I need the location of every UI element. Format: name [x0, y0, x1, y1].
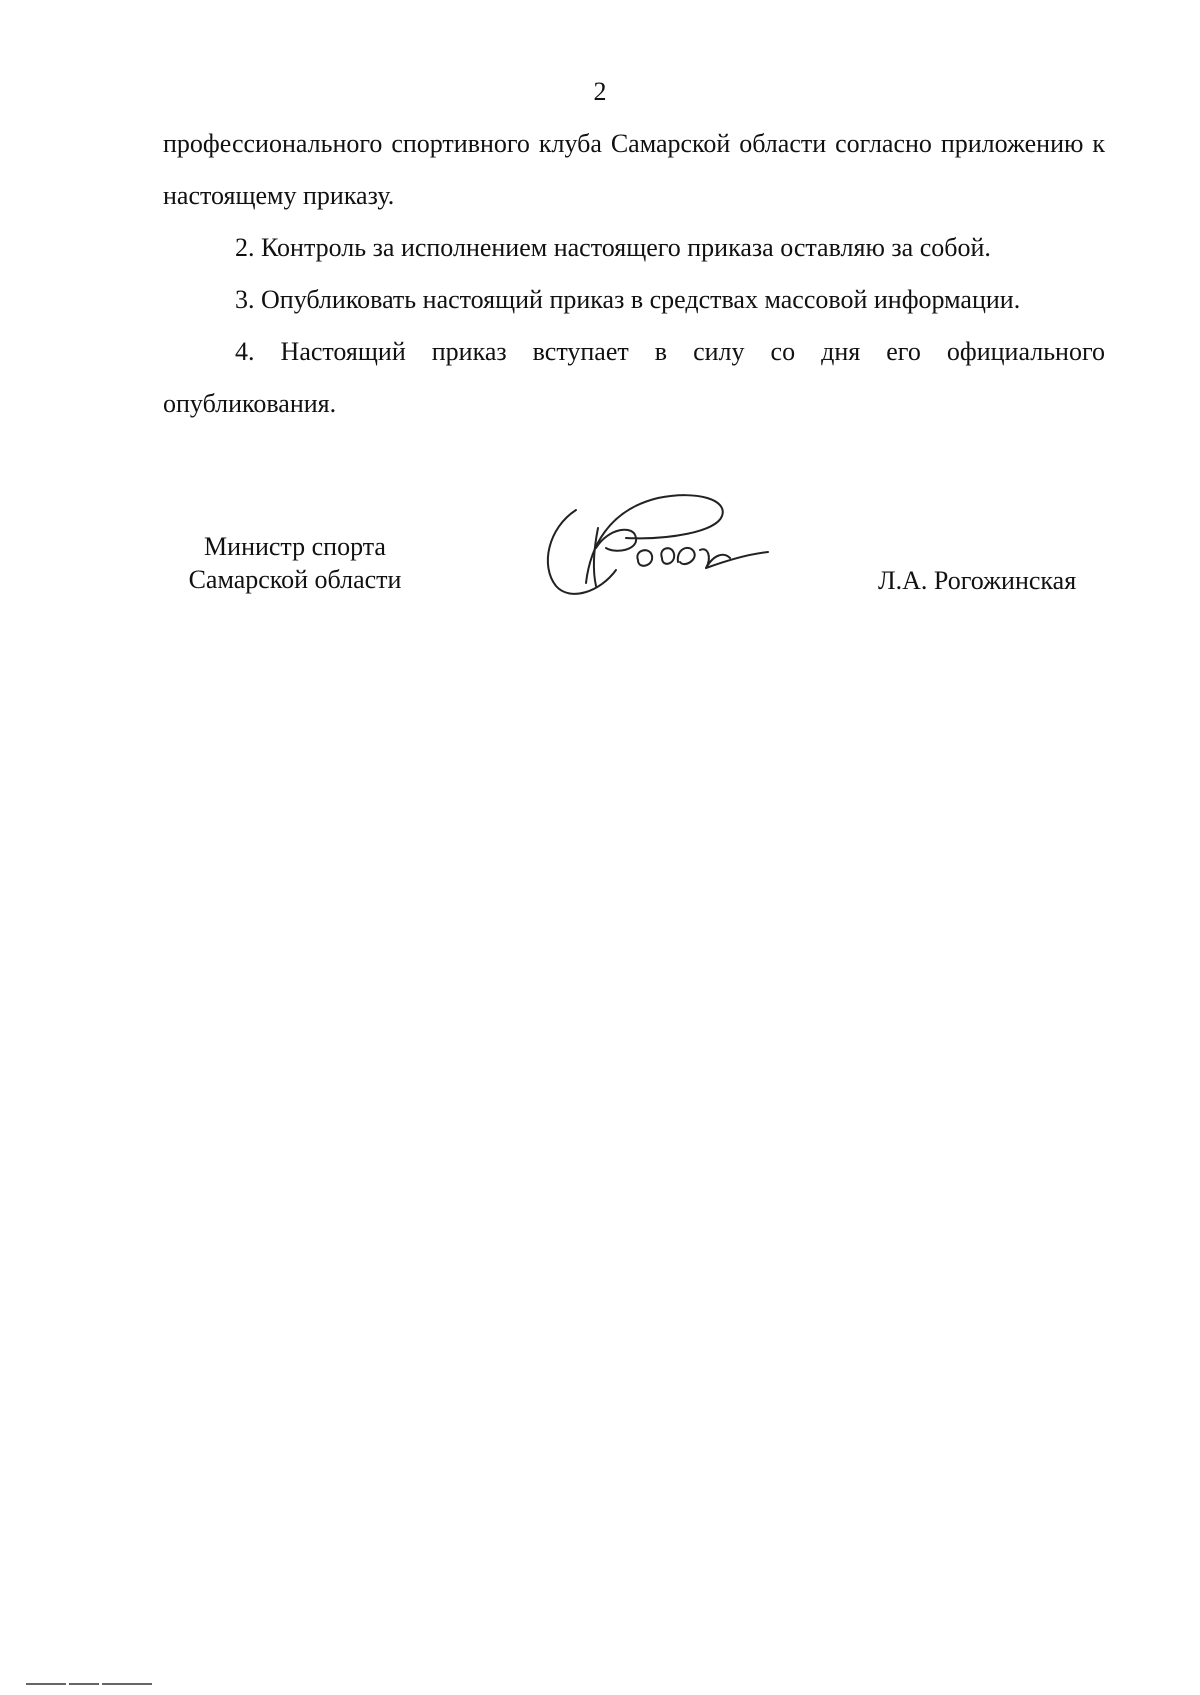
paragraph-item-3: 3. Опубликовать настоящий приказ в средствах массовой информации. [235, 285, 1021, 314]
paragraph-item-4: 4. Настоящий приказ вступает в силу со дня его официального опубликования. [163, 337, 1105, 418]
paragraph-item-2: 2. Контроль за исполнением настоящего приказа оставляю за собой. [235, 233, 991, 262]
paragraph-continuation: профессионального спортивного клуба Самарской области согласно приложению к настоящему приказу. [163, 129, 1105, 210]
signer-position [175, 530, 415, 596]
footer-rule [26, 1683, 156, 1685]
signature-graphic [538, 488, 778, 603]
signer-position-line-1: Министр спорта [204, 532, 386, 561]
signer-position-line-2: Самарской области [188, 565, 402, 594]
signer-name: Л.А. Рогожинская [878, 566, 1077, 595]
document-body [163, 118, 1105, 430]
handwritten-signature [538, 488, 778, 603]
signature-block [0, 488, 1200, 608]
page-number: 2 [593, 77, 607, 106]
